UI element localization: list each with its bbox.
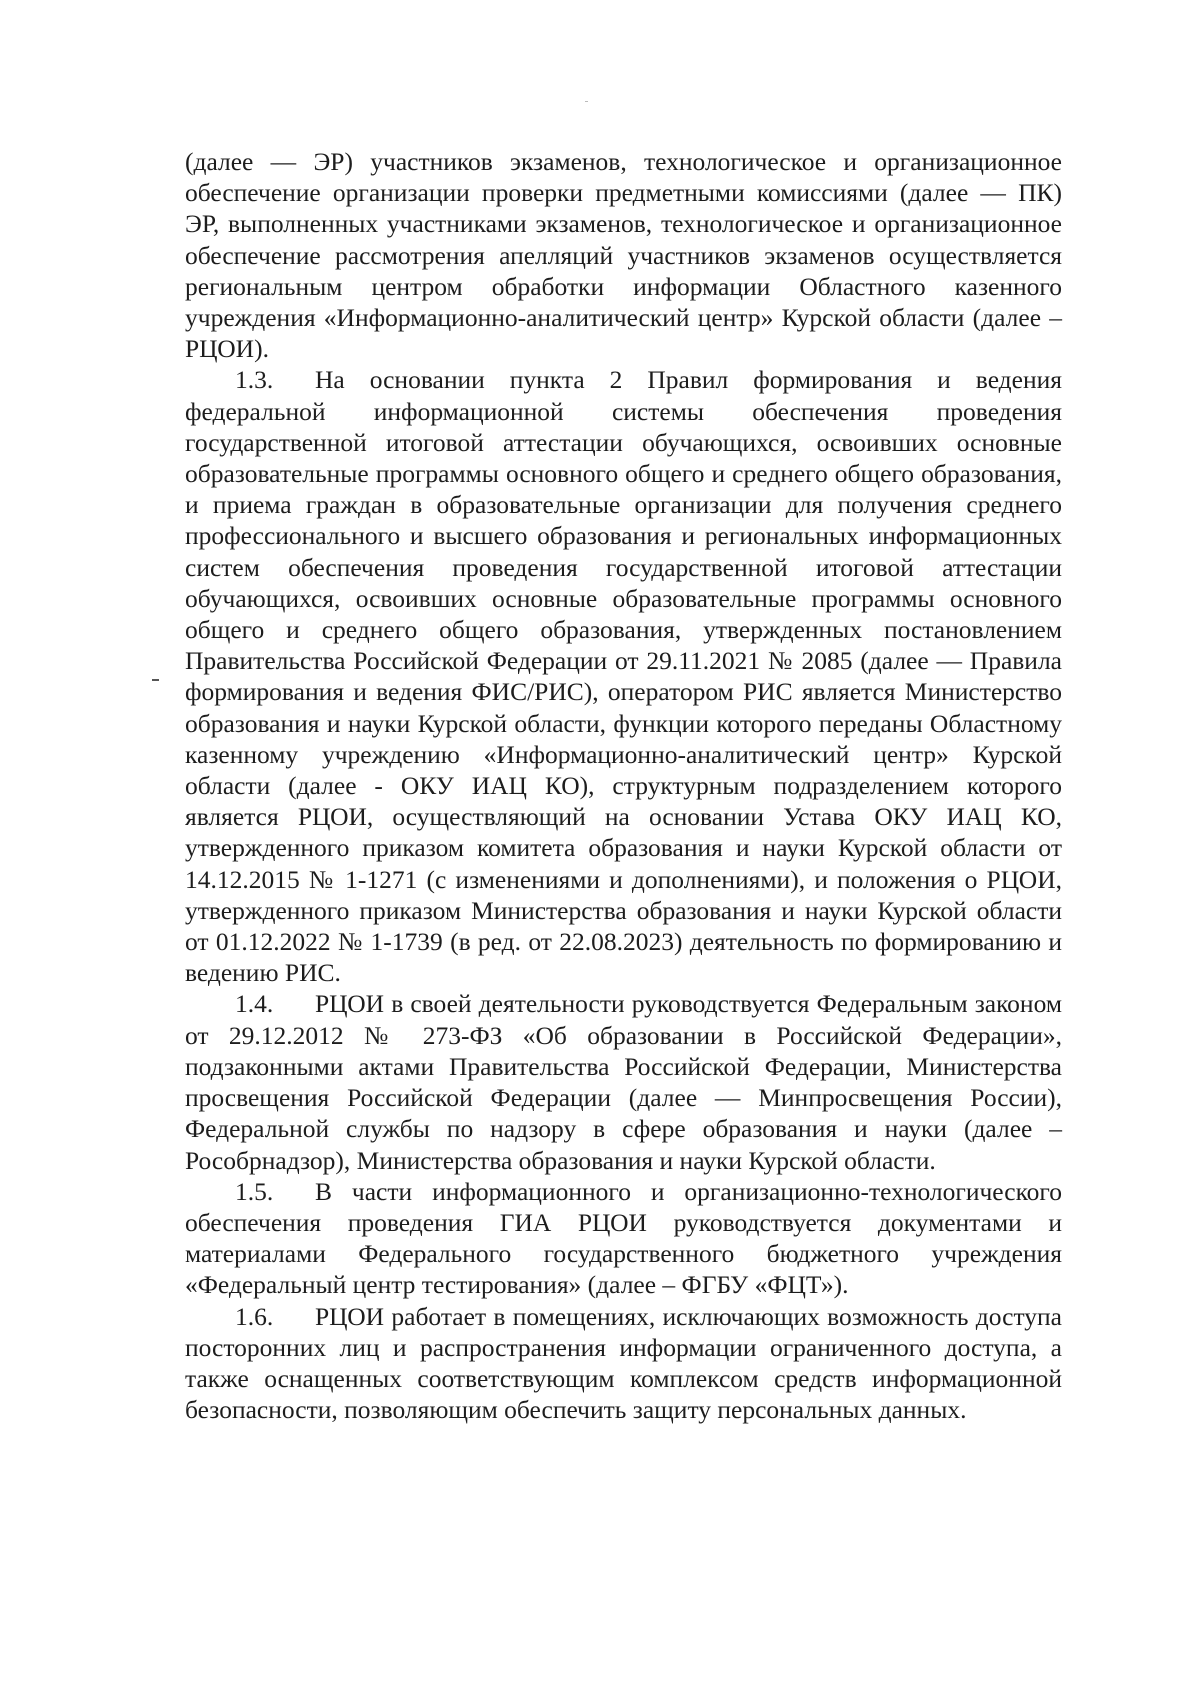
paragraph-text: РЦОИ работает в помещениях, исключающих возможность доступа посторонних лиц и распространения информации ограниченного доступа, а также оснащенных соответствующим комплексом средств информационной безопасности, позволяющим обеспечить защиту персональных данных. bbox=[185, 1301, 1062, 1425]
paragraph-text: РЦОИ в своей деятельности руководствуется Федеральным законом от 29.12.2012 № 273-ФЗ «Об образовании в Российской Федерации», подзаконными актами Правительства Российской Федерации, Министерства просвещения Российской Федерации (далее — Минпросвещения России), Федеральной службы по надзору в сфере образования и науки (далее – Рособрнадзор), Министерства образования и науки Курской области. bbox=[185, 989, 1062, 1175]
paragraph-number: 1.3. bbox=[235, 365, 274, 395]
paragraph-number: 1.6. bbox=[235, 1301, 274, 1331]
paragraph-1-4 bbox=[185, 988, 1062, 1175]
scan-speck bbox=[585, 101, 588, 102]
paragraph-number: 1.4. bbox=[235, 989, 274, 1019]
paragraph-continuation bbox=[185, 146, 1062, 364]
paragraph-text: На основании пункта 2 Правил формирования и ведения федеральной информационной системы обеспечения проведения государственной итоговой аттестации обучающихся, освоивших основные образовательные программы основного общего и среднего общего образования, и приема граждан в образовательные организации для получения среднего профессионального и высшего образования и региональных информационных систем обеспечения проведения государственной итоговой аттестации обучающихся, освоивших основные образовательные программы основного общего и среднего общего образования, утвержденных постановлением Правительства Российской Федерации от 29.11.2021 № 2085 (далее — Правила формирования и ведения ФИС/РИС), оператором РИС является Министерство образования и науки Курской области, функции которого переданы Областному казенному учреждению «Информационно-аналитический центр» Курской области (далее - ОКУ ИАЦ КО), структурным подразделением которого является РЦОИ, осуществляющий на основании Устава ОКУ ИАЦ КО, утвержденного приказом комитета образования и науки Курской области от 14.12.2015 № 1-1271 (с изменениями и дополнениями), и положения о РЦОИ, утвержденного приказом Министерства образования и науки Курской области от 01.12.2022 № 1-1739 (в ред. от 22.08.2023) деятельность по формированию и ведению РИС. bbox=[185, 365, 1062, 988]
paragraph-text: В части информационного и организационно-технологического обеспечения проведения ГИА РЦОИ руководствуется документами и материалами Федерального государственного бюджетного учреждения «Федеральный центр тестирования» (далее – ФГБУ «ФЦТ»). bbox=[185, 1176, 1062, 1300]
paragraph-1-3 bbox=[185, 364, 1062, 988]
paragraph-number: 1.5. bbox=[235, 1176, 274, 1206]
scan-mark bbox=[152, 679, 159, 681]
paragraph-1-5 bbox=[185, 1176, 1062, 1301]
document-body bbox=[185, 146, 1062, 1425]
paragraph-text: (далее — ЭР) участников экзаменов, технологическое и организационное обеспечение организации проверки предметными комиссиями (далее — ПК) ЭР, выполненных участниками экзаменов, технологическое и организационное обеспечение рассмотрения апелляций участников экзаменов осуществляется региональным центром обработки информации Областного казенного учреждения «Информационно-аналитический центр» Курской области (далее – РЦОИ). bbox=[185, 147, 1062, 364]
paragraph-1-6 bbox=[185, 1301, 1062, 1426]
